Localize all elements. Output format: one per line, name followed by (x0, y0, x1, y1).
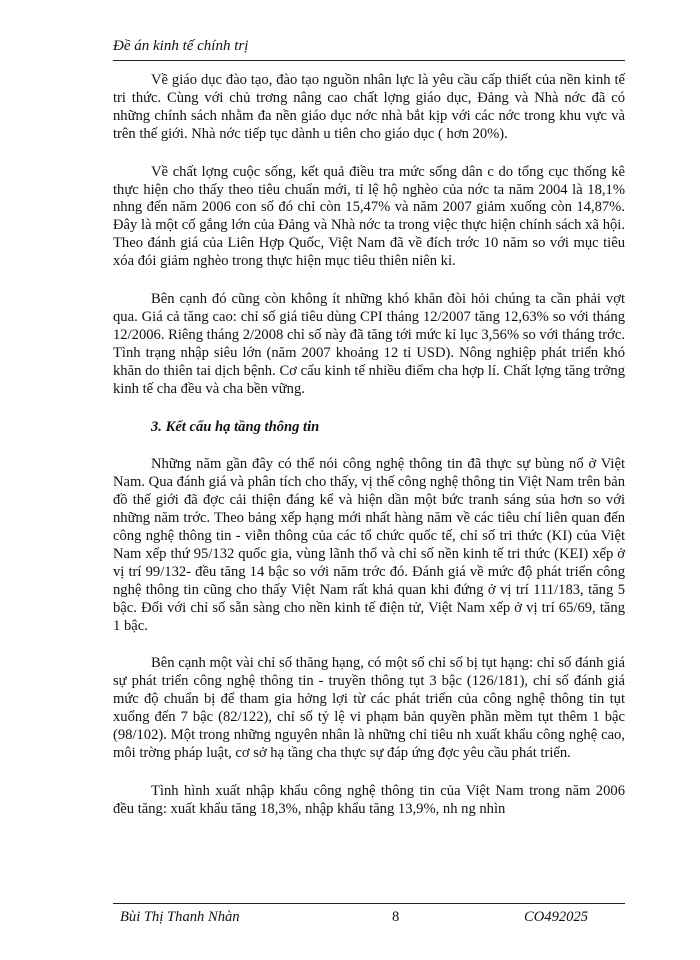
paragraph-it-trade: Tình hình xuất nhập khẩu công nghệ thông tin của Việt Nam trong năm 2006 đều tăng: xuất khẩu tăng 18,3%, nhập khẩu tăng 13,9%, nh ng nhìn (113, 782, 625, 817)
footer-divider (113, 903, 625, 904)
footer-page-number: 8 (392, 909, 400, 925)
header-divider (113, 60, 625, 61)
document-body (113, 72, 625, 839)
footer-author: Bùi Thị Thanh Nhàn (120, 909, 240, 925)
paragraph-it-growth: Những năm gần đây có thể nói công nghệ thông tin đã thực sự bùng nổ ở Việt Nam. Qua đánh giá và phân tích cho thấy, vị thế công nghệ thông tin Việt Nam trên bản đồ thế giới đã đợc cải thiện đáng kể và hiện dần một bức tranh sáng sủa hơn so với những năm trớc. Theo bảng xếp hạng mới nhất hàng năm về các tiêu chí liên quan đến công nghệ thông tin - viễn thông của các tổ chức quốc tế, chỉ số tri thức (KI) của Việt Nam xếp thứ 95/132 quốc gia, vùng lãnh thổ và chỉ số nền kinh tế tri thức (KEI) xếp ở vị trí 99/132- đều tăng 14 bậc so với năm trớc đó. Đánh giá về mức độ phát triển công nghệ thông tin cũng cho thấy Việt Nam rất khả quan khi đứng ở vị trí 111/183, tăng 5 bậc. Đối với chỉ số sẵn sàng cho nền kinh tế điện tử, Việt Nam xếp ở vị trí 65/69, tăng 1 bậc. (113, 456, 625, 634)
paragraph-education: Về giáo dục đào tạo, đào tạo nguồn nhân lực là yêu cầu cấp thiết của nền kinh tế tri thức. Cùng với chủ trơng nâng cao chất lợng giáo dục, Đảng và Nhà nớc đã có những chính sách nhằm đa nền giáo dục nớc nhà bắt kịp với các nớc trong khu vực và trên thế giới. Nhà nớc tiếp tục dành u tiên cho giáo dục ( hơn 20%). (113, 72, 625, 142)
paragraph-difficulties: Bên cạnh đó cũng còn không ít những khó khăn đòi hỏi chúng ta cần phải vợt qua. Giá cả tăng cao: chỉ số giá tiêu dùng CPI tháng 12/2007 tăng 12,63% so với tháng 12/2006. Riêng tháng 2/2008 chỉ số này đã tăng tới mức kỉ lục 3,56% so với tháng trớc. Tình trạng nhập siêu lớn (năm 2007 khoảng 12 tỉ USD). Nông nghiệp phát triển khó khăn do thiên tai dịch bệnh. Cơ cấu kinh tế nhiều điểm cha hợp lí. Chất lợng tăng trởng kinh tế cha đều và cha bền vững. (113, 291, 625, 397)
document-header-title: Đề án kinh tế chính trị (113, 38, 249, 54)
paragraph-it-rankings: Bên cạnh một vài chỉ số thăng hạng, có một số chỉ số bị tụt hạng: chỉ số đánh giá sự phát triển công nghệ thông tin - truyền thông tụt 3 bậc (126/181), chỉ số đánh giá mức độ chuẩn bị để tham gia hởng lợi từ các phát triển của công nghệ thông tin tụt xuống đến 7 bậc (82/122), chỉ số tỷ lệ vi phạm bản quyền phần mềm tụt thêm 1 bậc (98/102). Một trong những nguyên nhân là những chỉ tiêu nh xuất khẩu công nghệ cao, môi trờng pháp luật, cơ sở hạ tầng cha thực sự đáp ứng đợc yêu cầu phát triển. (113, 655, 625, 761)
section-heading: 3. Kết cấu hạ tầng thông tin (151, 418, 320, 435)
footer-code: CO492025 (524, 909, 589, 925)
paragraph-living-standards: Về chất lợng cuộc sống, kết quả điều tra mức sống dân c do tổng cục thống kê thực hiện cho thấy theo tiêu chuẩn mới, tỉ lệ hộ nghèo của nớc ta năm 2004 là 18,1% nhng đến năm 2006 con số đó chỉ còn 15,47% và năm 2007 giảm xuống còn 14,87%. Đây là một cố gắng lớn của Đảng và Nhà nớc ta trong việc thực hiện chính sách xã hội. Theo đánh giá của Liên Hợp Quốc, Việt Nam đã về đích trớc 10 năm so với mục tiêu xóa đói giảm nghèo trong thực hiện mục tiêu thiên niên kỉ. (113, 163, 625, 270)
